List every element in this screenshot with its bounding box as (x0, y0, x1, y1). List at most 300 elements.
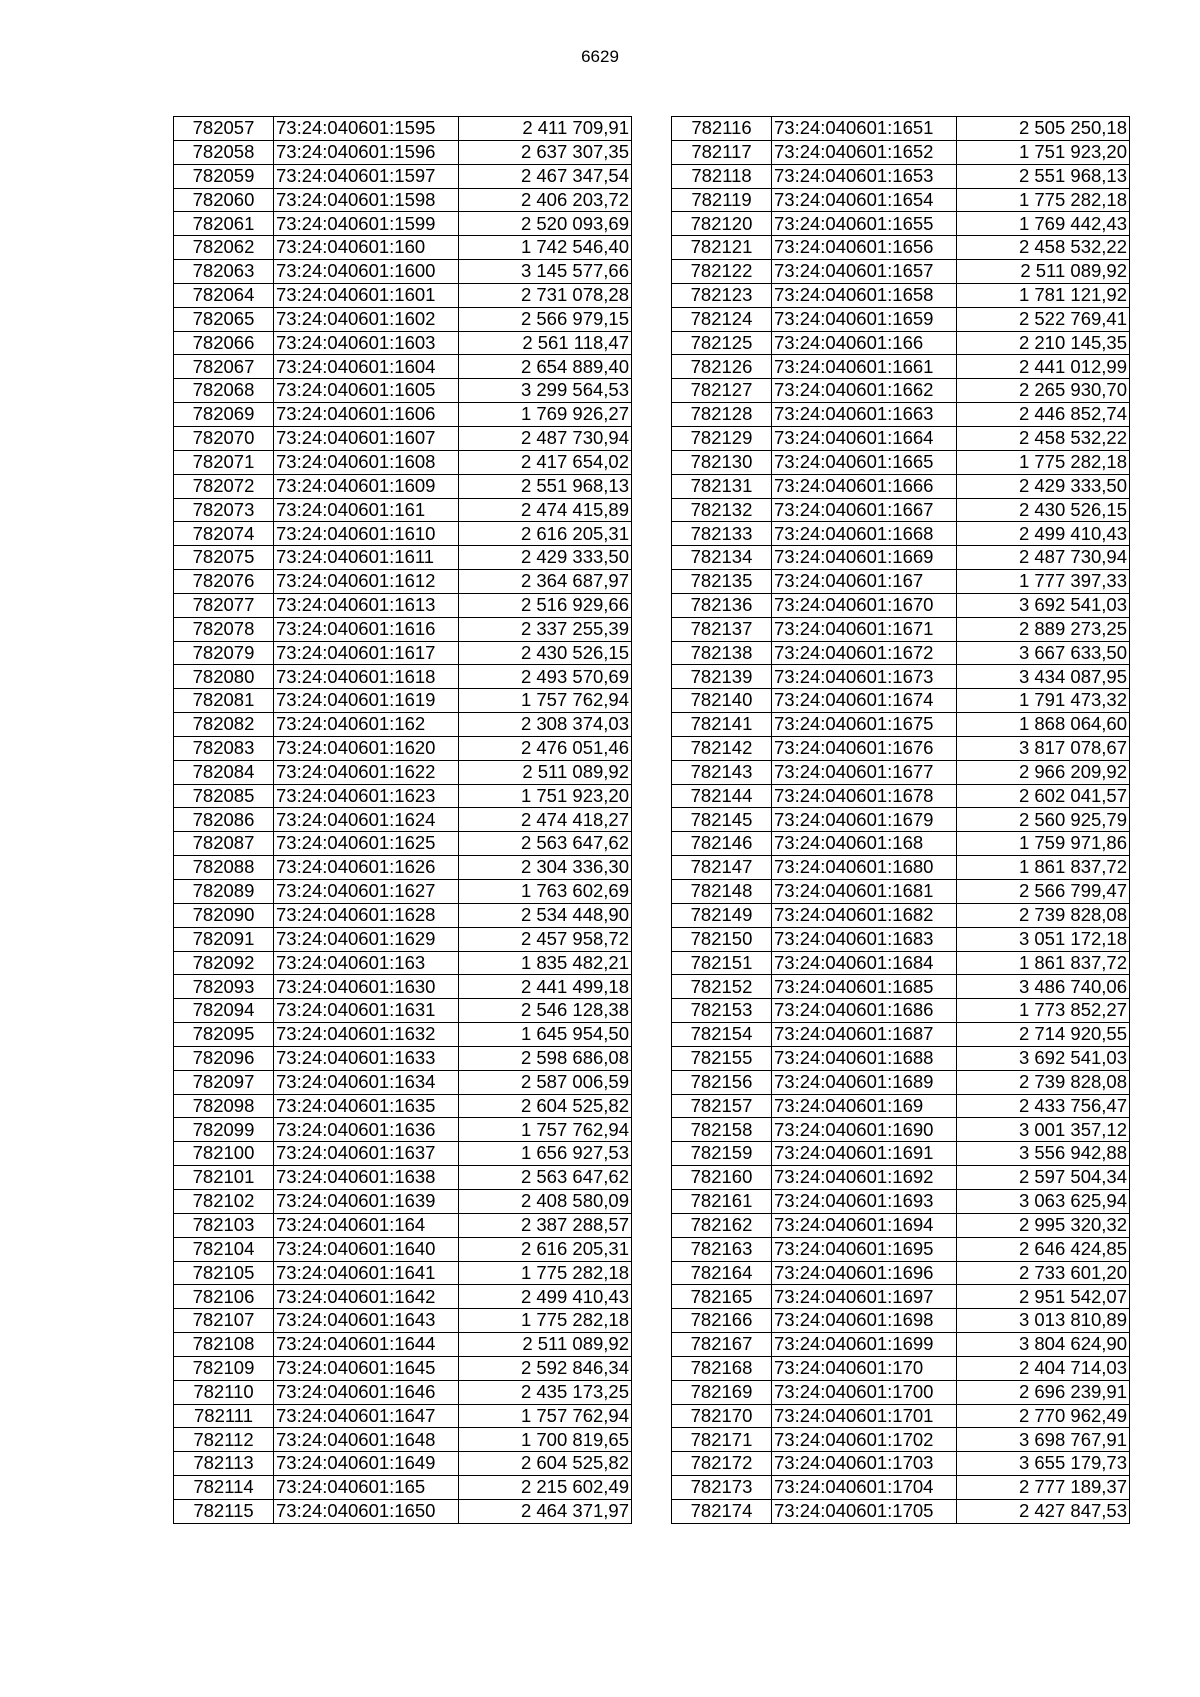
cadastral-number-cell: 73:24:040601:1675 (772, 713, 957, 737)
cadastral-number-cell: 73:24:040601:1599 (274, 212, 459, 236)
cadastral-number-cell: 73:24:040601:1688 (772, 1046, 957, 1070)
table-row (174, 1333, 632, 1357)
cadastral-number-cell: 73:24:040601:1620 (274, 736, 459, 760)
cadastral-number-cell: 73:24:040601:1604 (274, 355, 459, 379)
value-cell: 3 001 357,12 (957, 1118, 1130, 1142)
table-row (672, 212, 1130, 236)
table-row (672, 1404, 1130, 1428)
row-id-cell: 782173 (672, 1476, 772, 1500)
row-id-cell: 782078 (174, 617, 274, 641)
value-cell: 2 215 602,49 (459, 1476, 632, 1500)
value-cell: 2 417 654,02 (459, 450, 632, 474)
row-id-cell: 782115 (174, 1499, 274, 1523)
table-row (174, 426, 632, 450)
table-row (672, 1476, 1130, 1500)
table-row (672, 880, 1130, 904)
table-row (174, 331, 632, 355)
table-row (672, 736, 1130, 760)
value-cell: 2 616 205,31 (459, 522, 632, 546)
value-cell: 3 063 625,94 (957, 1189, 1130, 1213)
value-cell: 2 493 570,69 (459, 665, 632, 689)
value-cell: 2 435 173,25 (459, 1380, 632, 1404)
value-cell: 3 145 577,66 (459, 260, 632, 284)
value-cell: 1 656 927,53 (459, 1142, 632, 1166)
value-cell: 3 434 087,95 (957, 665, 1130, 689)
row-id-cell: 782110 (174, 1380, 274, 1404)
cadastral-number-cell: 73:24:040601:1702 (772, 1428, 957, 1452)
cadastral-number-cell: 73:24:040601:1703 (772, 1452, 957, 1476)
table-row (672, 665, 1130, 689)
table-row (174, 665, 632, 689)
row-id-cell: 782064 (174, 283, 274, 307)
cadastral-number-cell: 73:24:040601:162 (274, 713, 459, 737)
table-row (174, 1023, 632, 1047)
row-id-cell: 782147 (672, 856, 772, 880)
table-row (174, 140, 632, 164)
table-row (174, 212, 632, 236)
row-id-cell: 782081 (174, 689, 274, 713)
value-cell: 2 566 979,15 (459, 307, 632, 331)
value-cell: 2 889 273,25 (957, 617, 1130, 641)
cadastral-number-cell: 73:24:040601:1642 (274, 1285, 459, 1309)
table-row (174, 403, 632, 427)
row-id-cell: 782079 (174, 641, 274, 665)
table-row (672, 1309, 1130, 1333)
row-id-cell: 782086 (174, 808, 274, 832)
cadastral-number-cell: 73:24:040601:1668 (772, 522, 957, 546)
value-cell: 1 775 282,18 (957, 188, 1130, 212)
cadastral-number-cell: 73:24:040601:1633 (274, 1046, 459, 1070)
row-id-cell: 782093 (174, 975, 274, 999)
cadastral-number-cell: 73:24:040601:166 (772, 331, 957, 355)
value-cell: 3 655 179,73 (957, 1452, 1130, 1476)
row-id-cell: 782129 (672, 426, 772, 450)
cadastral-number-cell: 73:24:040601:1644 (274, 1333, 459, 1357)
cadastral-number-cell: 73:24:040601:1609 (274, 474, 459, 498)
cadastral-number-cell: 73:24:040601:1596 (274, 140, 459, 164)
value-cell: 2 265 930,70 (957, 379, 1130, 403)
cadastral-number-cell: 73:24:040601:1634 (274, 1070, 459, 1094)
value-cell: 2 637 307,35 (459, 140, 632, 164)
value-cell: 1 757 762,94 (459, 1118, 632, 1142)
row-id-cell: 782109 (174, 1356, 274, 1380)
page-number: 6629 (581, 47, 619, 66)
cadastral-number-cell: 73:24:040601:167 (772, 570, 957, 594)
cadastral-number-cell: 73:24:040601:1673 (772, 665, 957, 689)
row-id-cell: 782061 (174, 212, 274, 236)
value-cell: 2 387 288,57 (459, 1213, 632, 1237)
row-id-cell: 782067 (174, 355, 274, 379)
row-id-cell: 782121 (672, 236, 772, 260)
value-cell: 2 966 209,92 (957, 760, 1130, 784)
table-row (672, 1285, 1130, 1309)
value-cell: 2 770 962,49 (957, 1404, 1130, 1428)
cadastral-number-cell: 73:24:040601:1612 (274, 570, 459, 594)
row-id-cell: 782084 (174, 760, 274, 784)
value-cell: 2 546 128,38 (459, 999, 632, 1023)
row-id-cell: 782085 (174, 784, 274, 808)
cadastral-number-cell: 73:24:040601:1699 (772, 1333, 957, 1357)
table-row (174, 713, 632, 737)
table-row (672, 498, 1130, 522)
table-row (672, 1189, 1130, 1213)
value-cell: 2 441 499,18 (459, 975, 632, 999)
row-id-cell: 782113 (174, 1452, 274, 1476)
table-row (672, 1213, 1130, 1237)
cadastral-number-cell: 73:24:040601:1662 (772, 379, 957, 403)
table-row (672, 1428, 1130, 1452)
value-cell: 2 511 089,92 (957, 260, 1130, 284)
cadastral-number-cell: 73:24:040601:1622 (274, 760, 459, 784)
cadastral-number-cell: 73:24:040601:1632 (274, 1023, 459, 1047)
value-cell: 2 616 205,31 (459, 1237, 632, 1261)
table-row (174, 1452, 632, 1476)
value-cell: 2 487 730,94 (957, 546, 1130, 570)
row-id-cell: 782057 (174, 117, 274, 141)
value-cell: 2 429 333,50 (957, 474, 1130, 498)
row-id-cell: 782060 (174, 188, 274, 212)
table-row (672, 641, 1130, 665)
row-id-cell: 782089 (174, 880, 274, 904)
value-cell: 3 817 078,67 (957, 736, 1130, 760)
value-cell: 2 566 799,47 (957, 880, 1130, 904)
value-cell: 1 835 482,21 (459, 951, 632, 975)
row-id-cell: 782145 (672, 808, 772, 832)
row-id-cell: 782164 (672, 1261, 772, 1285)
row-id-cell: 782080 (174, 665, 274, 689)
cadastral-number-cell: 73:24:040601:1692 (772, 1166, 957, 1190)
value-cell: 1 769 442,43 (957, 212, 1130, 236)
cadastral-number-cell: 73:24:040601:1650 (274, 1499, 459, 1523)
table-row (174, 260, 632, 284)
cadastral-number-cell: 73:24:040601:1663 (772, 403, 957, 427)
cadastral-number-cell: 73:24:040601:1617 (274, 641, 459, 665)
value-cell: 2 404 714,03 (957, 1356, 1130, 1380)
cadastral-number-cell: 73:24:040601:1654 (772, 188, 957, 212)
cadastral-number-cell: 73:24:040601:1695 (772, 1237, 957, 1261)
table-row (672, 546, 1130, 570)
row-id-cell: 782172 (672, 1452, 772, 1476)
table-row (174, 880, 632, 904)
table-row (672, 426, 1130, 450)
row-id-cell: 782059 (174, 164, 274, 188)
value-cell: 2 551 968,13 (957, 164, 1130, 188)
cadastral-number-cell: 73:24:040601:1659 (772, 307, 957, 331)
cadastral-number-cell: 73:24:040601:1623 (274, 784, 459, 808)
row-id-cell: 782071 (174, 450, 274, 474)
cadastral-number-cell: 73:24:040601:1677 (772, 760, 957, 784)
table-row (672, 117, 1130, 141)
value-cell: 2 522 769,41 (957, 307, 1130, 331)
row-id-cell: 782090 (174, 903, 274, 927)
cadastral-number-cell: 73:24:040601:1637 (274, 1142, 459, 1166)
cadastral-number-cell: 73:24:040601:1613 (274, 593, 459, 617)
row-id-cell: 782097 (174, 1070, 274, 1094)
value-cell: 2 476 051,46 (459, 736, 632, 760)
cadastral-number-cell: 73:24:040601:1686 (772, 999, 957, 1023)
cadastral-number-cell: 73:24:040601:160 (274, 236, 459, 260)
row-id-cell: 782104 (174, 1237, 274, 1261)
row-id-cell: 782156 (672, 1070, 772, 1094)
row-id-cell: 782094 (174, 999, 274, 1023)
value-cell: 1 775 282,18 (459, 1309, 632, 1333)
value-cell: 2 561 118,47 (459, 331, 632, 355)
cadastral-number-cell: 73:24:040601:1611 (274, 546, 459, 570)
cadastral-number-cell: 73:24:040601:165 (274, 1476, 459, 1500)
row-id-cell: 782062 (174, 236, 274, 260)
table-row (174, 1142, 632, 1166)
table-row (174, 784, 632, 808)
row-id-cell: 782103 (174, 1213, 274, 1237)
table-row (672, 1070, 1130, 1094)
table-row (174, 379, 632, 403)
value-cell: 2 429 333,50 (459, 546, 632, 570)
value-cell: 2 487 730,94 (459, 426, 632, 450)
row-id-cell: 782139 (672, 665, 772, 689)
table-row (174, 593, 632, 617)
value-cell: 1 775 282,18 (459, 1261, 632, 1285)
table-row (672, 689, 1130, 713)
cadastral-number-cell: 73:24:040601:1647 (274, 1404, 459, 1428)
row-id-cell: 782158 (672, 1118, 772, 1142)
row-id-cell: 782148 (672, 880, 772, 904)
value-cell: 2 511 089,92 (459, 1333, 632, 1357)
row-id-cell: 782134 (672, 546, 772, 570)
row-id-cell: 782169 (672, 1380, 772, 1404)
cadastral-number-cell: 73:24:040601:1705 (772, 1499, 957, 1523)
cadastral-number-cell: 73:24:040601:1597 (274, 164, 459, 188)
table-row (174, 1476, 632, 1500)
table-row (174, 1166, 632, 1190)
row-id-cell: 782159 (672, 1142, 772, 1166)
cadastral-number-cell: 73:24:040601:1651 (772, 117, 957, 141)
value-cell: 2 408 580,09 (459, 1189, 632, 1213)
table-row (672, 1237, 1130, 1261)
cadastral-number-cell: 73:24:040601:1605 (274, 379, 459, 403)
row-id-cell: 782135 (672, 570, 772, 594)
cadastral-number-cell: 73:24:040601:1598 (274, 188, 459, 212)
cadastral-number-cell: 73:24:040601:1600 (274, 260, 459, 284)
row-id-cell: 782125 (672, 331, 772, 355)
table-row (174, 975, 632, 999)
value-cell: 2 446 852,74 (957, 403, 1130, 427)
cadastral-number-cell: 73:24:040601:1689 (772, 1070, 957, 1094)
row-id-cell: 782072 (174, 474, 274, 498)
row-id-cell: 782102 (174, 1189, 274, 1213)
cadastral-number-cell: 73:24:040601:1691 (772, 1142, 957, 1166)
cadastral-number-cell: 73:24:040601:1638 (274, 1166, 459, 1190)
table-row (672, 1142, 1130, 1166)
row-id-cell: 782136 (672, 593, 772, 617)
cadastral-number-cell: 73:24:040601:1619 (274, 689, 459, 713)
cadastral-number-cell: 73:24:040601:1648 (274, 1428, 459, 1452)
table-row (174, 641, 632, 665)
table-row (672, 307, 1130, 331)
table-row (672, 713, 1130, 737)
table-row (174, 307, 632, 331)
table-row (672, 927, 1130, 951)
cadastral-number-cell: 73:24:040601:1631 (274, 999, 459, 1023)
table-row (174, 283, 632, 307)
table-row (174, 1118, 632, 1142)
row-id-cell: 782149 (672, 903, 772, 927)
value-cell: 2 602 041,57 (957, 784, 1130, 808)
table-row (174, 1309, 632, 1333)
row-id-cell: 782076 (174, 570, 274, 594)
cadastral-number-cell: 73:24:040601:1657 (772, 260, 957, 284)
cadastral-number-cell: 73:24:040601:1652 (772, 140, 957, 164)
value-cell: 1 861 837,72 (957, 951, 1130, 975)
table-row (174, 808, 632, 832)
cadastral-number-cell: 73:24:040601:1666 (772, 474, 957, 498)
row-id-cell: 782150 (672, 927, 772, 951)
cadastral-number-cell: 73:24:040601:1656 (772, 236, 957, 260)
cadastral-number-cell: 73:24:040601:1658 (772, 283, 957, 307)
row-id-cell: 782107 (174, 1309, 274, 1333)
table-row (174, 474, 632, 498)
value-cell: 2 441 012,99 (957, 355, 1130, 379)
cadastral-number-cell: 73:24:040601:170 (772, 1356, 957, 1380)
cadastral-number-cell: 73:24:040601:164 (274, 1213, 459, 1237)
value-cell: 2 534 448,90 (459, 903, 632, 927)
row-id-cell: 782161 (672, 1189, 772, 1213)
cadastral-number-cell: 73:24:040601:1665 (772, 450, 957, 474)
cadastral-number-cell: 73:24:040601:1606 (274, 403, 459, 427)
row-id-cell: 782152 (672, 975, 772, 999)
row-id-cell: 782122 (672, 260, 772, 284)
table-row (672, 760, 1130, 784)
table-row (672, 784, 1130, 808)
row-id-cell: 782162 (672, 1213, 772, 1237)
row-id-cell: 782146 (672, 832, 772, 856)
cadastral-number-cell: 73:24:040601:1601 (274, 283, 459, 307)
row-id-cell: 782142 (672, 736, 772, 760)
cadastral-number-cell: 73:24:040601:1641 (274, 1261, 459, 1285)
row-id-cell: 782123 (672, 283, 772, 307)
row-id-cell: 782069 (174, 403, 274, 427)
value-cell: 3 299 564,53 (459, 379, 632, 403)
cadastral-number-cell: 73:24:040601:169 (772, 1094, 957, 1118)
table-row (672, 450, 1130, 474)
row-id-cell: 782112 (174, 1428, 274, 1452)
cadastral-number-cell: 73:24:040601:1607 (274, 426, 459, 450)
value-cell: 2 731 078,28 (459, 283, 632, 307)
value-cell: 1 775 282,18 (957, 450, 1130, 474)
row-id-cell: 782065 (174, 307, 274, 331)
value-cell: 1 769 926,27 (459, 403, 632, 427)
value-cell: 1 763 602,69 (459, 880, 632, 904)
table-row (672, 1499, 1130, 1523)
value-cell: 2 474 415,89 (459, 498, 632, 522)
row-id-cell: 782099 (174, 1118, 274, 1142)
cadastral-number-cell: 73:24:040601:1680 (772, 856, 957, 880)
cadastral-number-cell: 73:24:040601:1685 (772, 975, 957, 999)
value-cell: 2 511 089,92 (459, 760, 632, 784)
row-id-cell: 782111 (174, 1404, 274, 1428)
table-row (174, 1094, 632, 1118)
cadastral-number-cell: 73:24:040601:1676 (772, 736, 957, 760)
row-id-cell: 782088 (174, 856, 274, 880)
row-id-cell: 782137 (672, 617, 772, 641)
cadastral-number-cell: 73:24:040601:1667 (772, 498, 957, 522)
cadastral-number-cell: 73:24:040601:1626 (274, 856, 459, 880)
cadastral-number-cell: 73:24:040601:1701 (772, 1404, 957, 1428)
value-cell: 2 563 647,62 (459, 1166, 632, 1190)
table-row (672, 355, 1130, 379)
cadastral-number-cell: 73:24:040601:1684 (772, 951, 957, 975)
table-row (672, 164, 1130, 188)
table-row (672, 1166, 1130, 1190)
row-id-cell: 782073 (174, 498, 274, 522)
table-row (174, 522, 632, 546)
value-cell: 2 308 374,03 (459, 713, 632, 737)
row-id-cell: 782133 (672, 522, 772, 546)
value-cell: 2 474 418,27 (459, 808, 632, 832)
row-id-cell: 782092 (174, 951, 274, 975)
table-row (672, 1023, 1130, 1047)
row-id-cell: 782114 (174, 1476, 274, 1500)
cadastral-number-cell: 73:24:040601:1696 (772, 1261, 957, 1285)
table-row (672, 1046, 1130, 1070)
cadastral-number-cell: 73:24:040601:1683 (772, 927, 957, 951)
table-row (672, 570, 1130, 594)
value-cell: 2 427 847,53 (957, 1499, 1130, 1523)
cadastral-number-cell: 73:24:040601:1669 (772, 546, 957, 570)
value-cell: 2 597 504,34 (957, 1166, 1130, 1190)
right-table-body (672, 117, 1130, 1524)
cadastral-number-cell: 73:24:040601:163 (274, 951, 459, 975)
row-id-cell: 782100 (174, 1142, 274, 1166)
value-cell: 3 698 767,91 (957, 1428, 1130, 1452)
value-cell: 3 692 541,03 (957, 593, 1130, 617)
row-id-cell: 782132 (672, 498, 772, 522)
row-id-cell: 782058 (174, 140, 274, 164)
row-id-cell: 782116 (672, 117, 772, 141)
table-row (672, 1261, 1130, 1285)
cadastral-number-cell: 73:24:040601:1681 (772, 880, 957, 904)
table-row (672, 951, 1130, 975)
table-row (672, 1118, 1130, 1142)
row-id-cell: 782157 (672, 1094, 772, 1118)
table-row (174, 1428, 632, 1452)
table-row (174, 999, 632, 1023)
row-id-cell: 782144 (672, 784, 772, 808)
row-id-cell: 782170 (672, 1404, 772, 1428)
cadastral-number-cell: 73:24:040601:1640 (274, 1237, 459, 1261)
cadastral-number-cell: 73:24:040601:1655 (772, 212, 957, 236)
value-cell: 2 430 526,15 (459, 641, 632, 665)
value-cell: 1 757 762,94 (459, 1404, 632, 1428)
row-id-cell: 782163 (672, 1237, 772, 1261)
cadastral-number-cell: 73:24:040601:1627 (274, 880, 459, 904)
value-cell: 1 742 546,40 (459, 236, 632, 260)
row-id-cell: 782075 (174, 546, 274, 570)
value-cell: 2 995 320,32 (957, 1213, 1130, 1237)
table-row (672, 1380, 1130, 1404)
row-id-cell: 782082 (174, 713, 274, 737)
table-row (672, 188, 1130, 212)
cadastral-number-cell: 73:24:040601:161 (274, 498, 459, 522)
value-cell: 2 696 239,91 (957, 1380, 1130, 1404)
value-cell: 2 304 336,30 (459, 856, 632, 880)
row-id-cell: 782091 (174, 927, 274, 951)
table-row (174, 188, 632, 212)
table-row (174, 1046, 632, 1070)
value-cell: 2 337 255,39 (459, 617, 632, 641)
cadastral-number-cell: 73:24:040601:1670 (772, 593, 957, 617)
table-row (174, 1213, 632, 1237)
value-cell: 2 411 709,91 (459, 117, 632, 141)
